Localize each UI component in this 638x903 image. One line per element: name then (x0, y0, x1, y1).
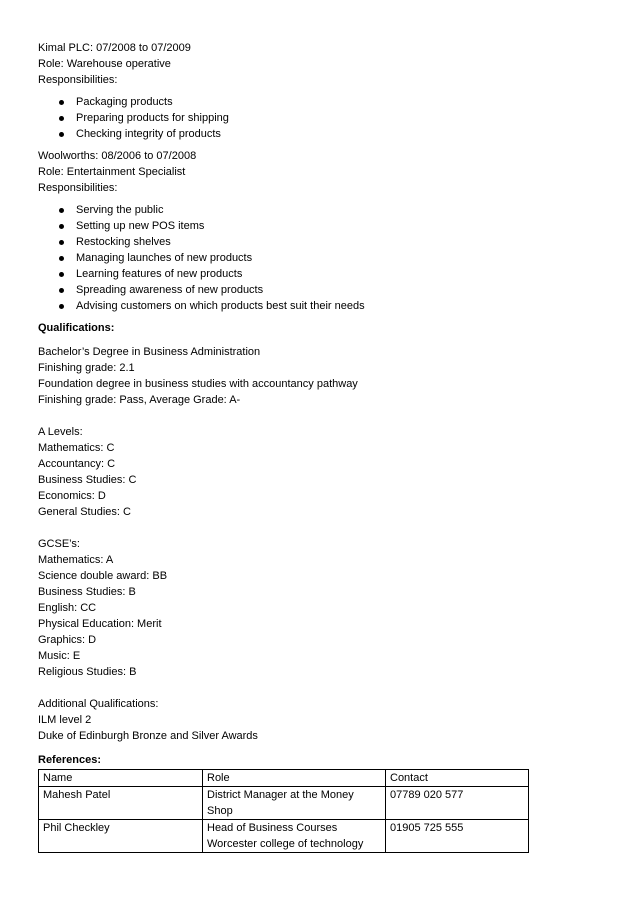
reference-name: Mahesh Patel (39, 787, 203, 820)
gcse-line: Physical Education: Merit (38, 618, 162, 630)
responsibilities-label: Responsibilities: (38, 182, 118, 194)
gcse-line: Religious Studies: B (38, 666, 137, 678)
bullet-icon (59, 272, 64, 277)
qualifications-heading: Qualifications: (38, 322, 115, 334)
bullet-icon (59, 132, 64, 137)
references-section (38, 752, 528, 853)
a-levels-line: General Studies: C (38, 506, 131, 518)
gcse-line: GCSE’s: (38, 538, 80, 550)
a-levels-line: Business Studies: C (38, 474, 137, 486)
list-item: Checking integrity of products (38, 126, 528, 142)
job-role: Role: Entertainment Specialist (38, 166, 186, 178)
a-levels-line: A Levels: (38, 426, 83, 438)
list-item: Managing launches of new products (38, 250, 528, 266)
list-item: Advising customers on which products best suit their needs (38, 298, 528, 314)
table-row (39, 820, 529, 853)
bullet-icon (59, 304, 64, 309)
job-entry-kimal (38, 40, 528, 142)
a-levels-line: Economics: D (38, 490, 106, 502)
resume-page (38, 40, 528, 853)
reference-contact: 01905 725 555 (386, 820, 529, 853)
table-header-row (39, 770, 529, 787)
column-header-name: Name (39, 770, 203, 787)
reference-contact: 07789 020 577 (386, 787, 529, 820)
responsibilities-list (38, 94, 528, 142)
reference-role-line: Worcester college of technology (207, 838, 364, 850)
responsibilities-list (38, 202, 528, 314)
job-role: Role: Warehouse operative (38, 58, 171, 70)
bullet-icon (59, 288, 64, 293)
bullet-icon (59, 100, 64, 105)
degree-line: Finishing grade: 2.1 (38, 362, 135, 374)
reference-role (203, 787, 386, 820)
job-entry-woolworths (38, 148, 528, 314)
references-heading: References: (38, 754, 101, 766)
gcse-line: Mathematics: A (38, 554, 114, 566)
reference-role-line: Shop (207, 805, 233, 817)
a-levels-line: Accountancy: C (38, 458, 116, 470)
reference-name: Phil Checkley (39, 820, 203, 853)
degree-line: Finishing grade: Pass, Average Grade: A- (38, 394, 241, 406)
qualifications-section (38, 320, 528, 744)
table-row (39, 787, 529, 820)
reference-role-line: Head of Business Courses (207, 822, 338, 834)
additional-qualification-line: Duke of Edinburgh Bronze and Silver Awards (38, 730, 258, 742)
responsibilities-label: Responsibilities: (38, 74, 118, 86)
gcse-line: Business Studies: B (38, 586, 136, 598)
list-item: Spreading awareness of new products (38, 282, 528, 298)
a-levels-line: Mathematics: C (38, 442, 115, 454)
bullet-icon (59, 208, 64, 213)
references-table (38, 769, 529, 853)
list-item: Learning features of new products (38, 266, 528, 282)
list-item: Setting up new POS items (38, 218, 528, 234)
column-header-contact: Contact (386, 770, 529, 787)
bullet-icon (59, 116, 64, 121)
bullet-icon (59, 224, 64, 229)
list-item: Packaging products (38, 94, 528, 110)
degree-line: Bachelor’s Degree in Business Administration (38, 346, 261, 358)
additional-qualification-line: Additional Qualifications: (38, 698, 159, 710)
bullet-icon (59, 240, 64, 245)
job-title: Kimal PLC: 07/2008 to 07/2009 (38, 42, 191, 54)
degree-line: Foundation degree in business studies with accountancy pathway (38, 378, 358, 390)
column-header-role: Role (203, 770, 386, 787)
bullet-icon (59, 256, 64, 261)
list-item: Serving the public (38, 202, 528, 218)
gcse-line: Science double award: BB (38, 570, 168, 582)
gcse-line: Music: E (38, 650, 81, 662)
reference-role (203, 820, 386, 853)
gcse-line: Graphics: D (38, 634, 97, 646)
gcse-line: English: CC (38, 602, 97, 614)
additional-qualification-line: ILM level 2 (38, 714, 92, 726)
job-title: Woolworths: 08/2006 to 07/2008 (38, 150, 197, 162)
list-item: Restocking shelves (38, 234, 528, 250)
reference-role-line: District Manager at the Money (207, 789, 354, 801)
list-item: Preparing products for shipping (38, 110, 528, 126)
